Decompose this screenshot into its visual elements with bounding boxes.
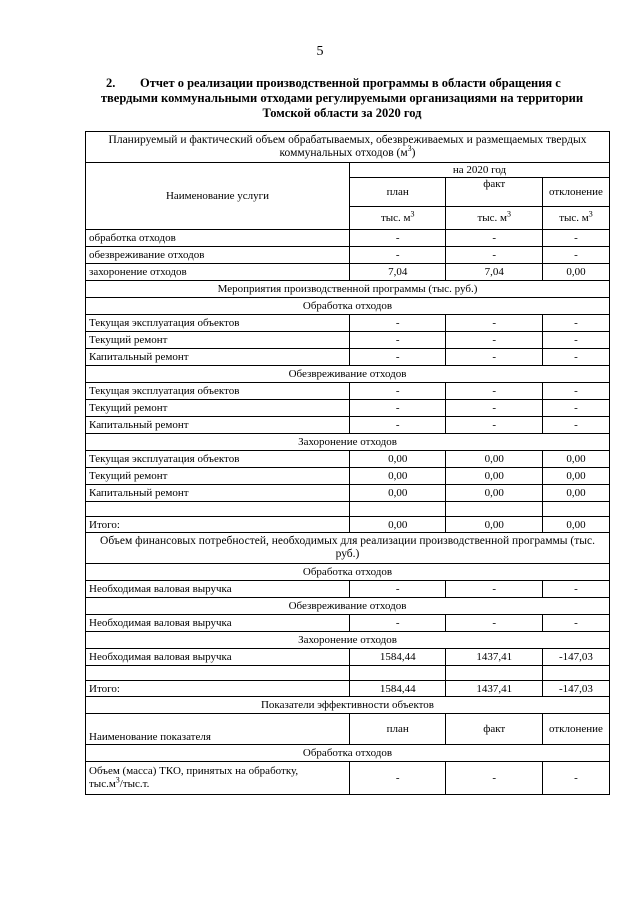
deviation-value: -147,03 — [542, 649, 609, 666]
finance-section-title: Объем финансовых потребностей, необходимых для реализации производственной программы (тыс. руб.) — [86, 533, 610, 564]
page-number: 5 — [316, 44, 324, 59]
deviation-value: - — [542, 400, 609, 417]
plan-value: - — [350, 383, 446, 400]
deviation-value: - — [542, 383, 609, 400]
fact-value: 0,00 — [446, 485, 542, 502]
total-fact: 0,00 — [446, 517, 542, 533]
finance-name: Необходимая валовая выручка — [86, 581, 350, 598]
group-title: Обезвреживание отходов — [86, 366, 610, 383]
total-row — [86, 681, 610, 697]
heading-number: 2. — [106, 76, 116, 90]
fact-value: - — [446, 315, 542, 332]
unit-fact: тыс. $м^3$ — [446, 207, 542, 230]
table-row — [86, 485, 610, 502]
deviation-value: - — [542, 581, 609, 598]
total-plan: 1584,44 — [350, 681, 446, 697]
total-plan: 0,00 — [350, 517, 446, 533]
plan-value: - — [350, 615, 446, 632]
table-row — [86, 649, 610, 666]
fact-value: - — [446, 417, 542, 434]
year-header: на 2020 год — [350, 163, 610, 178]
table-row — [86, 230, 610, 247]
measures-section-title: Мероприятия производственной программы (тыс. руб.) — [86, 281, 610, 298]
col-deviation-header: отклонение — [542, 714, 609, 745]
table-row — [86, 383, 610, 400]
table-row — [86, 615, 610, 632]
fact-value: - — [446, 230, 542, 247]
service-name: захоронение отходов — [86, 264, 350, 281]
plan-value: 7,04 — [350, 264, 446, 281]
fact-value: 0,00 — [446, 451, 542, 468]
group-title: Обработка отходов — [86, 298, 610, 315]
plan-value: 0,00 — [350, 451, 446, 468]
fact-value: 0,00 — [446, 468, 542, 485]
total-row — [86, 517, 610, 533]
plan-value: - — [350, 417, 446, 434]
table-row — [86, 451, 610, 468]
heading-line-1: Отчет о реализации производственной программы в области обращения с — [140, 76, 561, 90]
heading-line-2: твердыми коммунальными отходами регулируемыми организациями на территории — [100, 91, 584, 105]
total-fact: 1437,41 — [446, 681, 542, 697]
measure-name: Текущая эксплуатация объектов — [86, 315, 350, 332]
measure-name: Капитальный ремонт — [86, 417, 350, 434]
fact-value: - — [446, 581, 542, 598]
group-title: Обработка отходов — [86, 564, 610, 581]
blank-row — [86, 666, 610, 681]
plan-value: - — [350, 400, 446, 417]
table-row — [86, 468, 610, 485]
table-row — [86, 247, 610, 264]
measure-name: Текущая эксплуатация объектов — [86, 383, 350, 400]
plan-value: 0,00 — [350, 468, 446, 485]
total-label: Итого: — [86, 681, 350, 697]
col-plan-header: план — [350, 714, 446, 745]
col-fact-header: факт — [446, 714, 542, 745]
fact-value: - — [446, 247, 542, 264]
deviation-value: 0,00 — [542, 468, 609, 485]
plan-value: - — [350, 581, 446, 598]
deviation-value: - — [542, 332, 609, 349]
volume-section-title: Планируемый и фактический объем обрабатываемых, обезвреживаемых и размещаемых твердых коммунальных отходов $(м^3)$ — [86, 132, 610, 163]
finance-name: Необходимая валовая выручка — [86, 649, 350, 666]
group-title: Обработка отходов — [86, 745, 610, 762]
deviation-value: 0,00 — [542, 485, 609, 502]
indicator-name-header: Наименование показателя — [86, 714, 350, 745]
fact-value: - — [446, 349, 542, 366]
measure-name: Капитальный ремонт — [86, 485, 350, 502]
fact-value: - — [446, 615, 542, 632]
fact-value: 1437,41 — [446, 649, 542, 666]
table-row — [86, 400, 610, 417]
service-name-header: Наименование услуги — [86, 163, 350, 230]
table-row — [86, 349, 610, 366]
fact-value: 7,04 — [446, 264, 542, 281]
table-row — [86, 332, 610, 349]
service-name: обработка отходов — [86, 230, 350, 247]
unit-plan: тыс. $м^3$ — [350, 207, 446, 230]
measure-name: Текущая эксплуатация объектов — [86, 451, 350, 468]
col-deviation-header: отклонение — [542, 178, 609, 207]
efficiency-section-title: Показатели эффективности объектов — [86, 697, 610, 714]
deviation-value: - — [542, 230, 609, 247]
col-plan-header: план — [350, 178, 446, 207]
fact-value: - — [446, 383, 542, 400]
deviation-value: 0,00 — [542, 264, 609, 281]
group-title: Захоронение отходов — [86, 632, 610, 649]
plan-value: 1584,44 — [350, 649, 446, 666]
plan-value: - — [350, 332, 446, 349]
plan-value: 0,00 — [350, 485, 446, 502]
plan-value: - — [350, 349, 446, 366]
finance-name: Необходимая валовая выручка — [86, 615, 350, 632]
fact-value: - — [446, 762, 542, 795]
group-title: Обезвреживание отходов — [86, 598, 610, 615]
deviation-value: - — [542, 247, 609, 264]
report-heading — [84, 76, 600, 121]
group-title: Захоронение отходов — [86, 434, 610, 451]
deviation-value: - — [542, 315, 609, 332]
plan-value: - — [350, 315, 446, 332]
deviation-value: - — [542, 615, 609, 632]
plan-value: - — [350, 762, 446, 795]
unit-deviation: тыс. $м^3$ — [542, 207, 609, 230]
deviation-value: - — [542, 762, 609, 795]
deviation-value: 0,00 — [542, 451, 609, 468]
col-fact-header: факт — [446, 178, 542, 207]
table-row — [86, 581, 610, 598]
table-row — [86, 417, 610, 434]
plan-value: - — [350, 230, 446, 247]
table-row — [86, 264, 610, 281]
plan-value: - — [350, 247, 446, 264]
table-row — [86, 315, 610, 332]
blank-row — [86, 502, 610, 517]
table-row — [86, 762, 610, 795]
fact-value: - — [446, 332, 542, 349]
measure-name: Текущий ремонт — [86, 468, 350, 485]
measure-name: Текущий ремонт — [86, 332, 350, 349]
indicator-name: Объем (масса) ТКО, принятых на обработку, $тыс.м^3/тыс.т$. — [86, 762, 350, 795]
deviation-value: - — [542, 349, 609, 366]
total-label: Итого: — [86, 517, 350, 533]
total-deviation: -147,03 — [542, 681, 609, 697]
total-deviation: 0,00 — [542, 517, 609, 533]
service-name: обезвреживание отходов — [86, 247, 350, 264]
heading-line-3: Томской области за 2020 год — [262, 106, 422, 120]
report-table — [85, 131, 610, 795]
measure-name: Текущий ремонт — [86, 400, 350, 417]
deviation-value: - — [542, 417, 609, 434]
measure-name: Капитальный ремонт — [86, 349, 350, 366]
fact-value: - — [446, 400, 542, 417]
